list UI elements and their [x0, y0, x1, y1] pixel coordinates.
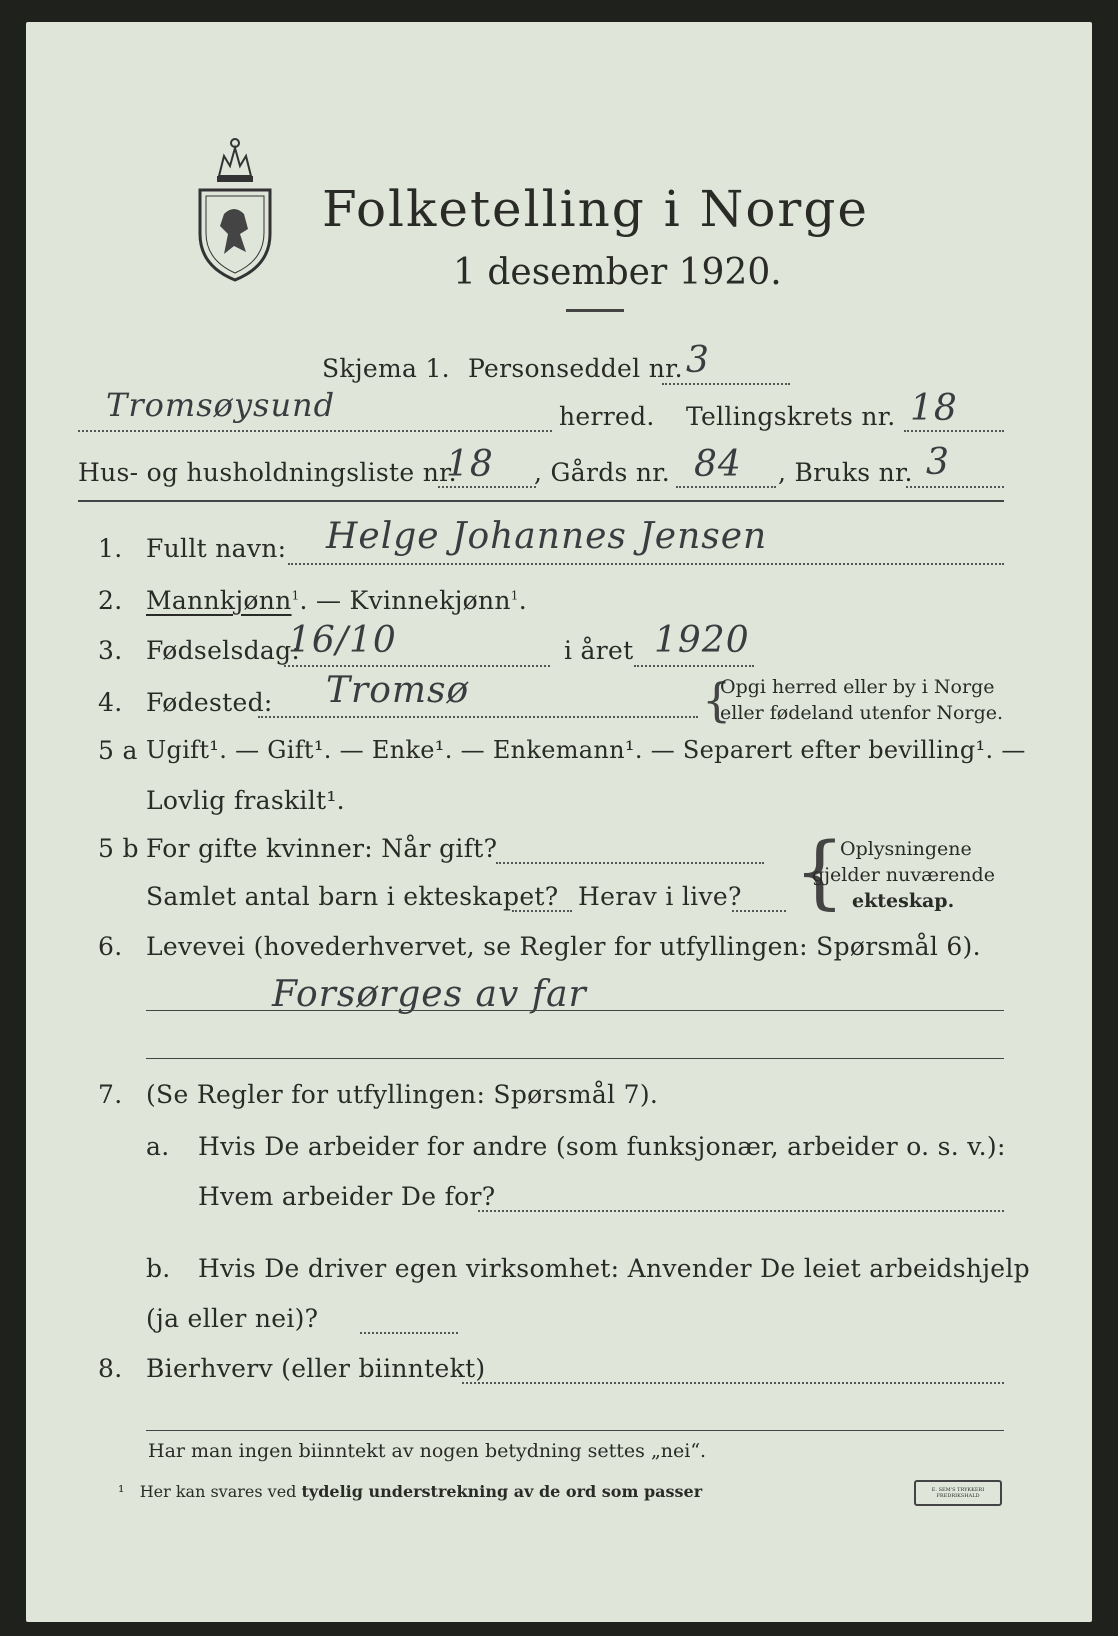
full-name-value: Helge Johannes Jensen [326, 516, 768, 557]
married-date-field-line [496, 862, 764, 864]
herred-label: herred. [559, 402, 655, 431]
birthplace-note-brace: { [702, 673, 732, 727]
q1-field-line [288, 563, 1004, 565]
male-option-underlined: Mannkjønn [146, 586, 292, 615]
bruks-label: , Bruks nr. [778, 458, 913, 487]
q7-number: 7. [98, 1080, 123, 1109]
q1-number: 1. [98, 534, 123, 563]
q6-number: 6. [98, 932, 123, 961]
gards-field-line [676, 486, 776, 488]
birthplace-value: Tromsø [326, 670, 470, 711]
personseddel-field-line [662, 383, 790, 385]
marriage-note-brace: { [794, 825, 845, 918]
herred-value: Tromsøysund [106, 386, 336, 424]
q5a-number: 5 a [98, 736, 138, 765]
marital-status-divorced: Lovlig fraskilt¹. [146, 786, 345, 815]
occupation-value: Forsørges av far [272, 974, 587, 1015]
q1-label: Fullt navn: [146, 534, 287, 563]
year-field-line [634, 665, 754, 667]
birthday-value: 16/10 [288, 620, 397, 661]
q4-label: Fødested: [146, 688, 273, 717]
birthplace-note-line2: eller fødeland utenfor Norge. [720, 702, 1004, 724]
alive-field-line [732, 910, 786, 912]
marriage-note-line2: gjelder nuværende [812, 864, 995, 886]
marriage-note-line3: ekteskap. [852, 890, 955, 912]
year-label: i året [564, 636, 634, 665]
gards-value: 84 [694, 444, 742, 485]
personseddel-value: 3 [686, 340, 710, 381]
marriage-note-line1: Oplysningene [840, 838, 972, 860]
q2-number: 2. [98, 586, 123, 615]
title-divider [566, 309, 624, 312]
q5b-label: For gifte kvinner: Når gift? [146, 834, 498, 863]
q7b-line2: (ja eller nei)? [146, 1304, 319, 1333]
bruks-value: 3 [926, 442, 950, 483]
birthplace-field-line [258, 716, 698, 718]
q2-end: . [518, 586, 527, 615]
tellingskrets-field-line [904, 430, 1004, 432]
q7b-line1: Hvis De driver egen virksomhet: Anvender De leiet arbeidshjelp [198, 1254, 1030, 1283]
q7-label: (Se Regler for utfyllingen: Spørsmål 7). [146, 1080, 659, 1109]
q7a-letter: a. [146, 1132, 170, 1161]
q8-label: Bierhverv (eller biinntekt) [146, 1354, 486, 1383]
schema-label: Skjema 1. [322, 354, 450, 383]
q3-label: Fødselsdag: [146, 636, 301, 665]
children-field-line [512, 910, 572, 912]
q7a-line2: Hvem arbeider De for? [198, 1182, 496, 1211]
side-income-line-2 [146, 1430, 1004, 1431]
q2-options: Mannkjønn$^1$. — Kvinnekjønn$^1$. [146, 586, 527, 615]
alive-label: Herav i live? [578, 882, 742, 911]
birth-year-value: 1920 [654, 620, 750, 661]
q8-number: 8. [98, 1354, 123, 1383]
children-label: Samlet antal barn i ekteskapet? [146, 882, 559, 911]
header-divider [78, 500, 1004, 502]
occupation-line-2 [146, 1058, 1004, 1059]
footnote [118, 1482, 702, 1501]
household-value: 18 [446, 444, 494, 485]
q4-number: 4. [98, 688, 123, 717]
printer-stamp [914, 1480, 1002, 1506]
side-income-field-line [462, 1382, 1004, 1384]
birthday-field-line [284, 665, 550, 667]
female-option: . — Kvinnekjønn [299, 586, 511, 615]
marital-status-options: Ugift¹. — Gift¹. — Enke¹. — Enkemann¹. — Separert efter bevilling¹. — [146, 736, 1026, 764]
q5b-number: 5 b [98, 834, 139, 863]
footnote-text: Her kan svares ved [139, 1482, 302, 1501]
occupation-line-1 [146, 1010, 1004, 1011]
form-title: Folketelling i Norge [322, 180, 869, 238]
q7a-line1: Hvis De arbeider for andre (som funksjonær, arbeider o. s. v.): [198, 1132, 1006, 1161]
gards-label: , Gårds nr. [534, 458, 671, 487]
footer-note: Har man ingen biinntekt av nogen betydning settes „nei“. [148, 1440, 707, 1462]
footnote-mark: ¹ [118, 1482, 125, 1501]
q3-number: 3. [98, 636, 123, 665]
birthplace-note-line1: Opgi herred eller by i Norge [720, 676, 995, 698]
q6-label: Levevei (hovederhvervet, se Regler for utfyllingen: Spørsmål 6). [146, 932, 981, 961]
bruks-field-line [906, 486, 1004, 488]
tellingskrets-value: 18 [910, 388, 958, 429]
tellingskrets-label: Tellingskrets nr. [686, 402, 896, 431]
household-field-line [438, 486, 536, 488]
hired-help-field-line [360, 1332, 458, 1334]
printer-stamp-text: E. SEM'S TRYKKERI FREDRIKSHALD [931, 1487, 985, 1499]
census-form-sheet [26, 22, 1092, 1622]
employer-field-line [478, 1210, 1004, 1212]
footnote-bold-text: tydelig understrekning av de ord som passer [301, 1482, 703, 1501]
coat-of-arms-icon [194, 134, 276, 284]
personseddel-label: Personseddel nr. [468, 354, 683, 383]
form-date: 1 desember 1920. [453, 252, 782, 293]
household-label: Hus- og husholdningsliste nr. [78, 458, 457, 487]
q7b-letter: b. [146, 1254, 171, 1283]
herred-field-line [78, 430, 552, 432]
